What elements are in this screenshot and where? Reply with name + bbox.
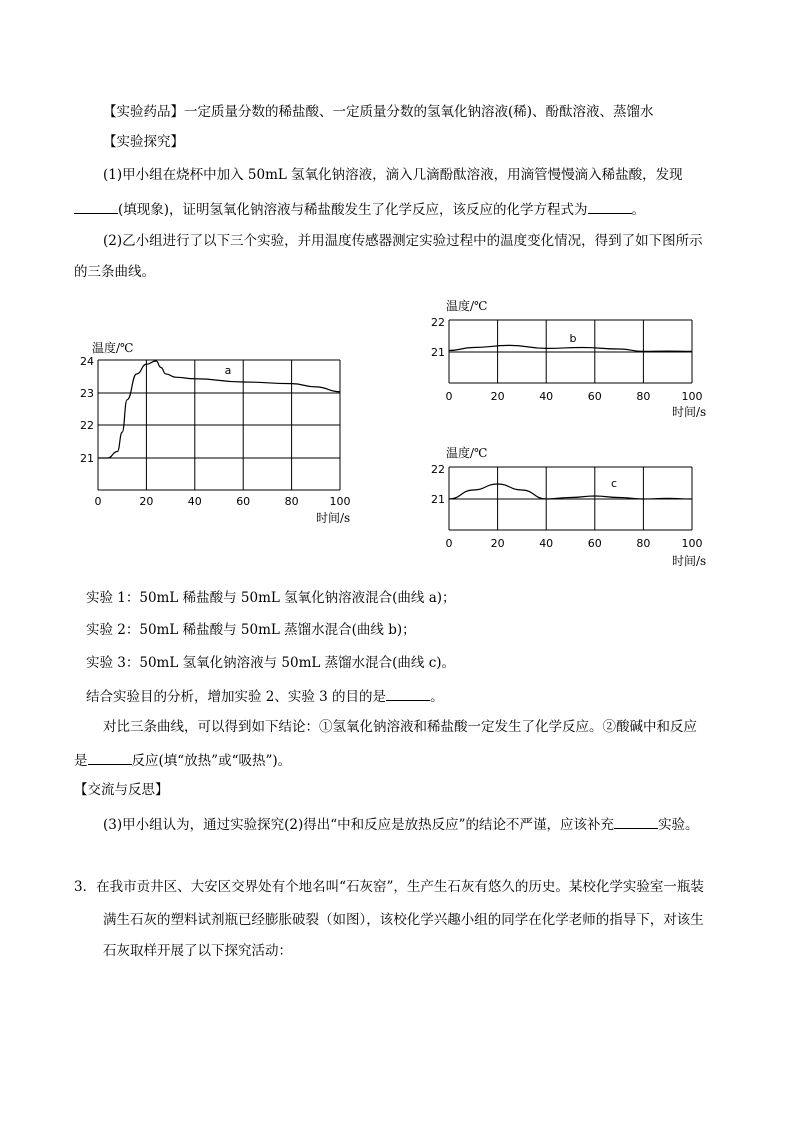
experiment-1: 实验 1：50mL 稀盐酸与 50mL 氢氧化钠溶液混合(曲线 a)；	[86, 590, 456, 606]
chart-c-group	[431, 445, 706, 568]
y-tick-label: 22	[80, 419, 94, 432]
series-label-b: b	[569, 332, 577, 345]
answer-blank[interactable]	[88, 750, 132, 765]
p1-line1: (1)甲小组在烧杯中加入 50mL 氢氧化钠溶液，滴入几滴酚酞溶液，用滴管慢慢滴入稀盐酸，发现	[103, 167, 683, 183]
p2-line2: 的三条曲线。	[74, 264, 155, 280]
x-axis-label: 时间/s	[672, 405, 707, 419]
reflect-text: (3)甲小组认为，通过实验探究(2)得出“中和反应是放热反应”的结论不严谨，应该补充	[103, 817, 615, 833]
answer-blank[interactable]	[386, 686, 430, 701]
p1-line2-text: (填现象)，证明氢氧化钠溶液与稀盐酸发生了化学反应，该反应的化学方程式为	[118, 202, 588, 218]
purpose-text: 结合实验目的分析，增加实验 2、实验 3 的目的是	[86, 689, 387, 705]
y-tick-label: 23	[80, 387, 94, 400]
reflect-end: 实验。	[658, 817, 699, 833]
series-line-c	[449, 484, 692, 499]
x-tick-label: 60	[236, 495, 251, 508]
conclusion-line2	[74, 750, 291, 770]
reflect-heading: 【交流与反思】	[74, 782, 169, 798]
y-tick-label: 21	[431, 346, 445, 359]
x-tick-label: 0	[94, 495, 102, 508]
y-tick-label: 22	[431, 316, 445, 329]
y-tick-label: 22	[431, 463, 445, 476]
answer-blank[interactable]	[614, 814, 658, 829]
y-tick-label: 21	[431, 493, 445, 506]
experiment-3: 实验 3：50mL 氢氧化钠溶液与 50mL 蒸馏水混合(曲线 c)。	[86, 655, 456, 671]
reagents-line: 【实验药品】一定质量分数的稀盐酸、一定质量分数的氢氧化钠溶液(稀)、酚酞溶液、蒸馏水	[103, 104, 654, 120]
explore-heading: 【实验探究】	[103, 134, 184, 150]
q3-line2: 满生石灰的塑料试剂瓶已经膨胀破裂（如图），该校化学兴趣小组的同学在化学老师的指导下，对该生	[103, 912, 704, 928]
x-axis-label: 时间/s	[672, 554, 707, 568]
x-tick-label: 0	[445, 390, 453, 403]
x-tick-label: 100	[329, 495, 351, 508]
x-tick-label: 80	[636, 537, 651, 550]
y-axis-label: 温度/℃	[446, 446, 488, 460]
purpose-line	[86, 686, 444, 706]
y-tick-label: 24	[80, 355, 94, 368]
x-tick-label: 100	[681, 390, 703, 403]
x-tick-label: 40	[539, 390, 554, 403]
conclusion-start: 是	[74, 753, 88, 769]
y-axis-label: 温度/℃	[446, 299, 488, 313]
p2-line1: (2)乙小组进行了以下三个实验，并用温度传感器测定实验过程中的温度变化情况，得到了如下图所示	[103, 233, 703, 249]
y-axis-label: 温度/℃	[92, 341, 134, 355]
x-tick-label: 100	[681, 537, 703, 550]
x-tick-label: 20	[490, 390, 505, 403]
conclusion-text: 反应(填“放热”或“吸热”)。	[131, 753, 292, 769]
x-axis-label: 时间/s	[316, 511, 351, 525]
series-label-a: a	[224, 364, 232, 377]
x-tick-label: 80	[284, 495, 299, 508]
x-tick-label: 20	[139, 495, 154, 508]
reflect-line	[103, 814, 699, 834]
x-tick-label: 0	[445, 537, 453, 550]
x-tick-label: 20	[490, 537, 505, 550]
experiment-2: 实验 2：50mL 稀盐酸与 50mL 蒸馏水混合(曲线 b)；	[86, 622, 416, 638]
q3-line3: 石灰取样开展了以下探究活动：	[103, 943, 292, 959]
x-tick-label: 40	[187, 495, 202, 508]
y-tick-label: 21	[80, 452, 94, 465]
series-label-c: c	[610, 477, 618, 490]
conclusion-line1: 对比三条曲线，可以得到如下结论：①氢氧化钠溶液和稀盐酸一定发生了化学反应。②酸碱中和反应	[103, 719, 697, 735]
x-tick-label: 60	[587, 537, 602, 550]
x-tick-label: 40	[539, 537, 554, 550]
q3-line1: 3．在我市贡井区、大安区交界处有个地名叫“石灰窑”，生产生石灰有悠久的历史。某校化学实验室一瓶装	[74, 879, 704, 895]
p1-line2-end: 。	[631, 202, 646, 218]
purpose-end: 。	[430, 689, 444, 705]
x-tick-label: 60	[587, 390, 602, 403]
x-tick-label: 80	[636, 390, 651, 403]
